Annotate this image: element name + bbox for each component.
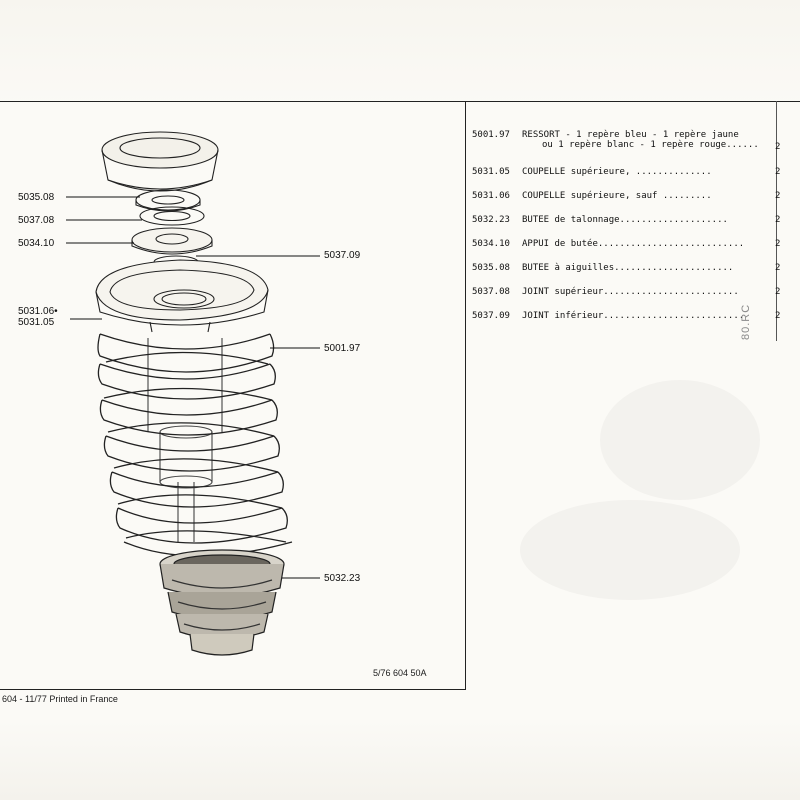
callout-5031-06: 5031.06• [18, 306, 58, 317]
part-code: 5031.06 [472, 191, 510, 201]
callout-5031-05: 5031.05 [18, 317, 55, 328]
part-row [468, 239, 788, 252]
callout-5001-97: 5001.97 [324, 343, 361, 354]
part-code: 5034.10 [472, 239, 510, 249]
bump-stop [160, 550, 284, 655]
part-description: JOINT supérieur......................... [522, 287, 739, 297]
part-description: BUTEE de talonnage.................... [522, 215, 728, 225]
part-qty: 2 [775, 142, 781, 152]
part-description: RESSORT - 1 repère bleu - 1 repère jaune ou 1 repère blanc - 1 repère rouge...... [522, 130, 759, 151]
part-row [468, 287, 788, 300]
part-code: 5001.97 [472, 130, 510, 140]
part-description: APPUI de butée........................... [522, 239, 745, 249]
part-code: 5031.05 [472, 167, 510, 177]
part-description: JOINT inférieur.......................... [522, 311, 745, 321]
printed-footer: 604 - 11/77 Printed in France [2, 694, 118, 704]
upper-cup [96, 260, 268, 332]
faint-stamp: 80.RC [740, 303, 752, 340]
part-qty: 2 [775, 287, 781, 297]
part-code: 5037.09 [472, 311, 510, 321]
part-qty: 2 [775, 191, 781, 201]
part-description: COUPELLE supérieure, .............. [522, 167, 712, 177]
callout-5032-23: 5032.23 [324, 573, 361, 584]
part-qty: 2 [775, 215, 781, 225]
part-qty: 2 [775, 239, 781, 249]
callout-5035-08: 5035.08 [18, 192, 55, 203]
part-code: 5035.08 [472, 263, 510, 273]
bearing-support [132, 228, 212, 254]
part-row [468, 167, 788, 180]
part-qty: 2 [775, 263, 781, 273]
callout-5037-08: 5037.08 [18, 215, 55, 226]
top-cap [102, 132, 218, 191]
part-code: 5037.08 [472, 287, 510, 297]
part-row [468, 191, 788, 204]
leader-lines [66, 197, 320, 578]
bottom-rule [0, 689, 466, 690]
callout-5034-10: 5034.10 [18, 238, 55, 249]
part-row [468, 130, 788, 156]
callout-5037-09: 5037.09 [324, 250, 361, 261]
exploded-spring-drawing [0, 102, 466, 689]
part-description: BUTEE à aiguilles...................... [522, 263, 734, 273]
part-qty: 2 [775, 311, 781, 321]
part-code: 5032.23 [472, 215, 510, 225]
coil-spring [98, 334, 292, 556]
part-row [468, 263, 788, 276]
part-row [468, 215, 788, 228]
damper-body [148, 338, 222, 542]
page-reference: 5/76 604 50A [373, 668, 427, 678]
needle-bearing [136, 190, 200, 211]
part-qty: 2 [775, 167, 781, 177]
part-description: COUPELLE supérieure, sauf ......... [522, 191, 712, 201]
